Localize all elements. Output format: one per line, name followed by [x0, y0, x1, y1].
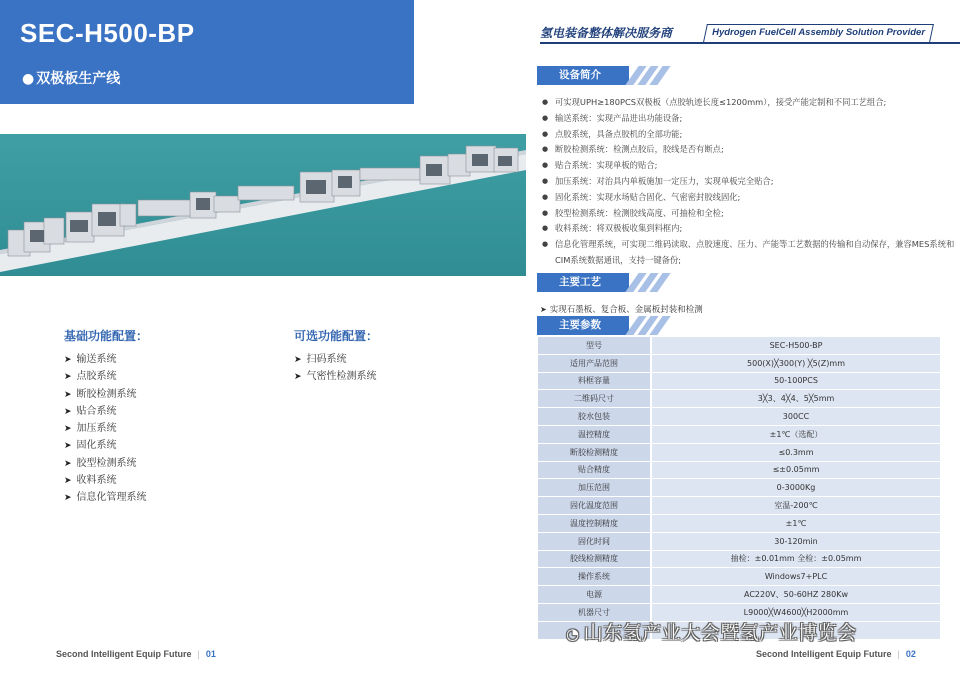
param-value: ≤±0.05mm	[650, 462, 940, 479]
param-name: 断胶检测精度	[538, 444, 650, 461]
production-line-image	[0, 134, 526, 276]
table-row	[538, 533, 940, 550]
table-row	[538, 586, 940, 603]
intro-item: ● 信息化管理系统，可实现二维码读取、点胶速度、压力、产能等工艺数据的传输和自动保存，兼容MES系统和CIM系统数据通讯，支持一键备份;	[540, 237, 960, 269]
intro-item: ● 固化系统：实现水场贴合固化、气密密封胶线固化;	[540, 190, 960, 206]
param-name: 电源	[538, 586, 650, 603]
config-item-label: 信息化管理系统	[76, 492, 147, 504]
param-value: 500(X)╳300(Y) ╳5(Z)mm	[650, 355, 940, 372]
arrow-right-icon: ➤	[64, 476, 72, 487]
intro-item: ● 断胶检测系统：检测点胶后，胶线是否有断点;	[540, 142, 960, 158]
basic-config-title: 基础功能配置：	[64, 329, 149, 343]
footer-slogan: Second Intelligent Equip Future	[56, 649, 192, 659]
footer-slogan: Second Intelligent Equip Future	[756, 649, 892, 659]
param-value: ±1℃	[650, 515, 940, 532]
arrow-right-icon: ➤	[540, 305, 547, 314]
arrow-right-icon: ➤	[64, 355, 72, 365]
param-value: 30-120min	[650, 533, 940, 550]
param-value: 300CC	[650, 408, 940, 425]
param-name: 二维码尺寸	[538, 390, 650, 407]
intro-item: ● 贴合系统：实现单板的贴合;	[540, 158, 960, 174]
table-row	[538, 479, 940, 496]
arrow-right-icon: ➤	[64, 441, 72, 452]
param-value: SEC-H500-BP	[650, 337, 940, 354]
param-name: 温度控制精度	[538, 515, 650, 532]
param-name: 固化温度范围	[538, 497, 650, 514]
page-number: 01	[205, 649, 216, 659]
header-cn: 氢电装备整体解决服务商	[540, 26, 673, 40]
model-code: SEC-H500-BP	[20, 18, 195, 48]
footer-left: Second Intelligent Equip Future | 01	[56, 649, 216, 659]
header-en-box	[703, 24, 934, 42]
page-number: 02	[905, 649, 916, 659]
config-item-label: 点胶系统	[76, 371, 117, 383]
param-value: 50-100PCS	[650, 373, 940, 390]
table-row	[538, 373, 940, 390]
param-name: 胶线检测精度	[538, 551, 650, 568]
arrow-right-icon: ➤	[294, 355, 302, 365]
param-name: 适用产品范围	[538, 355, 650, 372]
table-row	[538, 408, 940, 425]
intro-item: ● 输送系统：实现产品进出功能设备;	[540, 111, 960, 127]
config-item-label: 贴合系统	[76, 405, 117, 417]
intro-item: ● 可实现UPH≥180PCS双极板（点胶轨迹长度≤1200mm），接受产能定制和不同工艺组合;	[540, 95, 960, 111]
param-name: 料框容量	[538, 373, 650, 390]
table-row	[538, 444, 940, 461]
param-value: AC220V、50-60HZ 280Kw	[650, 586, 940, 603]
param-value: ≤0.3mm	[650, 444, 940, 461]
config-item	[64, 368, 147, 385]
config-item	[64, 455, 147, 472]
wechat-icon: ◔	[566, 625, 580, 643]
config-item	[294, 351, 377, 368]
params-table	[538, 336, 940, 640]
process-text	[540, 303, 703, 315]
optional-config-title: 可选功能配置：	[294, 329, 379, 343]
config-item-label: 断胶检测系统	[76, 388, 137, 400]
arrow-right-icon: ➤	[294, 372, 302, 383]
arrow-right-icon: ➤	[64, 458, 72, 469]
intro-item: ● 点胶系统，具备点胶机的全部功能;	[540, 127, 960, 143]
param-name: 温控精度	[538, 426, 650, 443]
intro-item: ● 加压系统：对治具内单板施加一定压力，实现单板完全贴合;	[540, 174, 960, 190]
param-value: 抽检：±0.01mm 全检：±0.05mm	[650, 551, 940, 568]
config-item	[64, 351, 147, 368]
config-item	[64, 420, 147, 437]
param-value: 室温-200℃	[650, 497, 940, 514]
watermark-text: 山东氢产业大会暨氢产业博览会	[583, 622, 857, 644]
title-block	[0, 0, 414, 104]
section-intro-tab: 设备简介	[537, 66, 629, 85]
table-row	[538, 462, 940, 479]
arrow-right-icon: ➤	[64, 389, 72, 400]
header-en: Hydrogen FuelCell Assembly Solution Provider	[712, 27, 926, 38]
param-value: 3╳3、4╳4、5╳5mm	[650, 390, 940, 407]
config-item	[64, 403, 147, 420]
intro-list	[540, 95, 960, 269]
param-value: Windows7+PLC	[650, 568, 940, 585]
table-row	[538, 515, 940, 532]
table-row	[538, 568, 940, 585]
param-name: 操作系统	[538, 568, 650, 585]
config-item	[64, 437, 147, 454]
section-process-tab: 主要工艺	[537, 273, 629, 292]
param-name: 固化时间	[538, 533, 650, 550]
param-name: 胶水包装	[538, 408, 650, 425]
param-name: 加压范围	[538, 479, 650, 496]
arrow-right-icon: ➤	[64, 493, 72, 504]
table-row	[538, 337, 940, 354]
table-row	[538, 390, 940, 407]
intro-item: ● 胶型检测系统：检测胶线高度、可抽检和全检;	[540, 206, 960, 222]
param-value: ±1℃（选配）	[650, 426, 940, 443]
config-item-label: 输送系统	[76, 354, 117, 365]
section-params-tab: 主要参数	[537, 316, 629, 335]
table-row	[538, 551, 940, 568]
config-item-label: 胶型检测系统	[76, 457, 137, 469]
config-item-label: 收料系统	[76, 475, 117, 487]
table-row	[538, 426, 940, 443]
config-item	[64, 386, 147, 403]
arrow-right-icon: ➤	[64, 406, 72, 417]
param-value: 0-3000Kg	[650, 479, 940, 496]
watermark	[566, 618, 857, 645]
config-item-label: 加压系统	[76, 423, 117, 435]
footer-right: Second Intelligent Equip Future | 02	[756, 649, 916, 659]
config-item	[64, 472, 147, 489]
table-row	[538, 355, 940, 372]
config-item-label: 扫码系统	[306, 354, 347, 365]
config-item	[64, 489, 147, 506]
optional-config-list	[294, 351, 377, 386]
process-value: 实现石墨板、复合板、金属板封装和检测	[549, 305, 703, 315]
param-value: L9000╳W4600╳H2000mm	[650, 604, 940, 621]
config-item	[294, 368, 377, 385]
param-name: 贴合精度	[538, 462, 650, 479]
product-subtitle: ● 双极板生产线	[22, 68, 120, 88]
basic-config-list	[64, 351, 147, 507]
arrow-right-icon: ➤	[64, 424, 72, 435]
config-item-label: 气密性检测系统	[306, 371, 377, 383]
table-row	[538, 497, 940, 514]
arrow-right-icon: ➤	[64, 372, 72, 383]
param-name: 型号	[538, 337, 650, 354]
param-name: 机器尺寸	[538, 604, 650, 621]
header-rule	[540, 42, 960, 44]
intro-item: ● 收料系统：将双极板收集到料框内;	[540, 221, 960, 237]
config-item-label: 固化系统	[76, 440, 117, 452]
